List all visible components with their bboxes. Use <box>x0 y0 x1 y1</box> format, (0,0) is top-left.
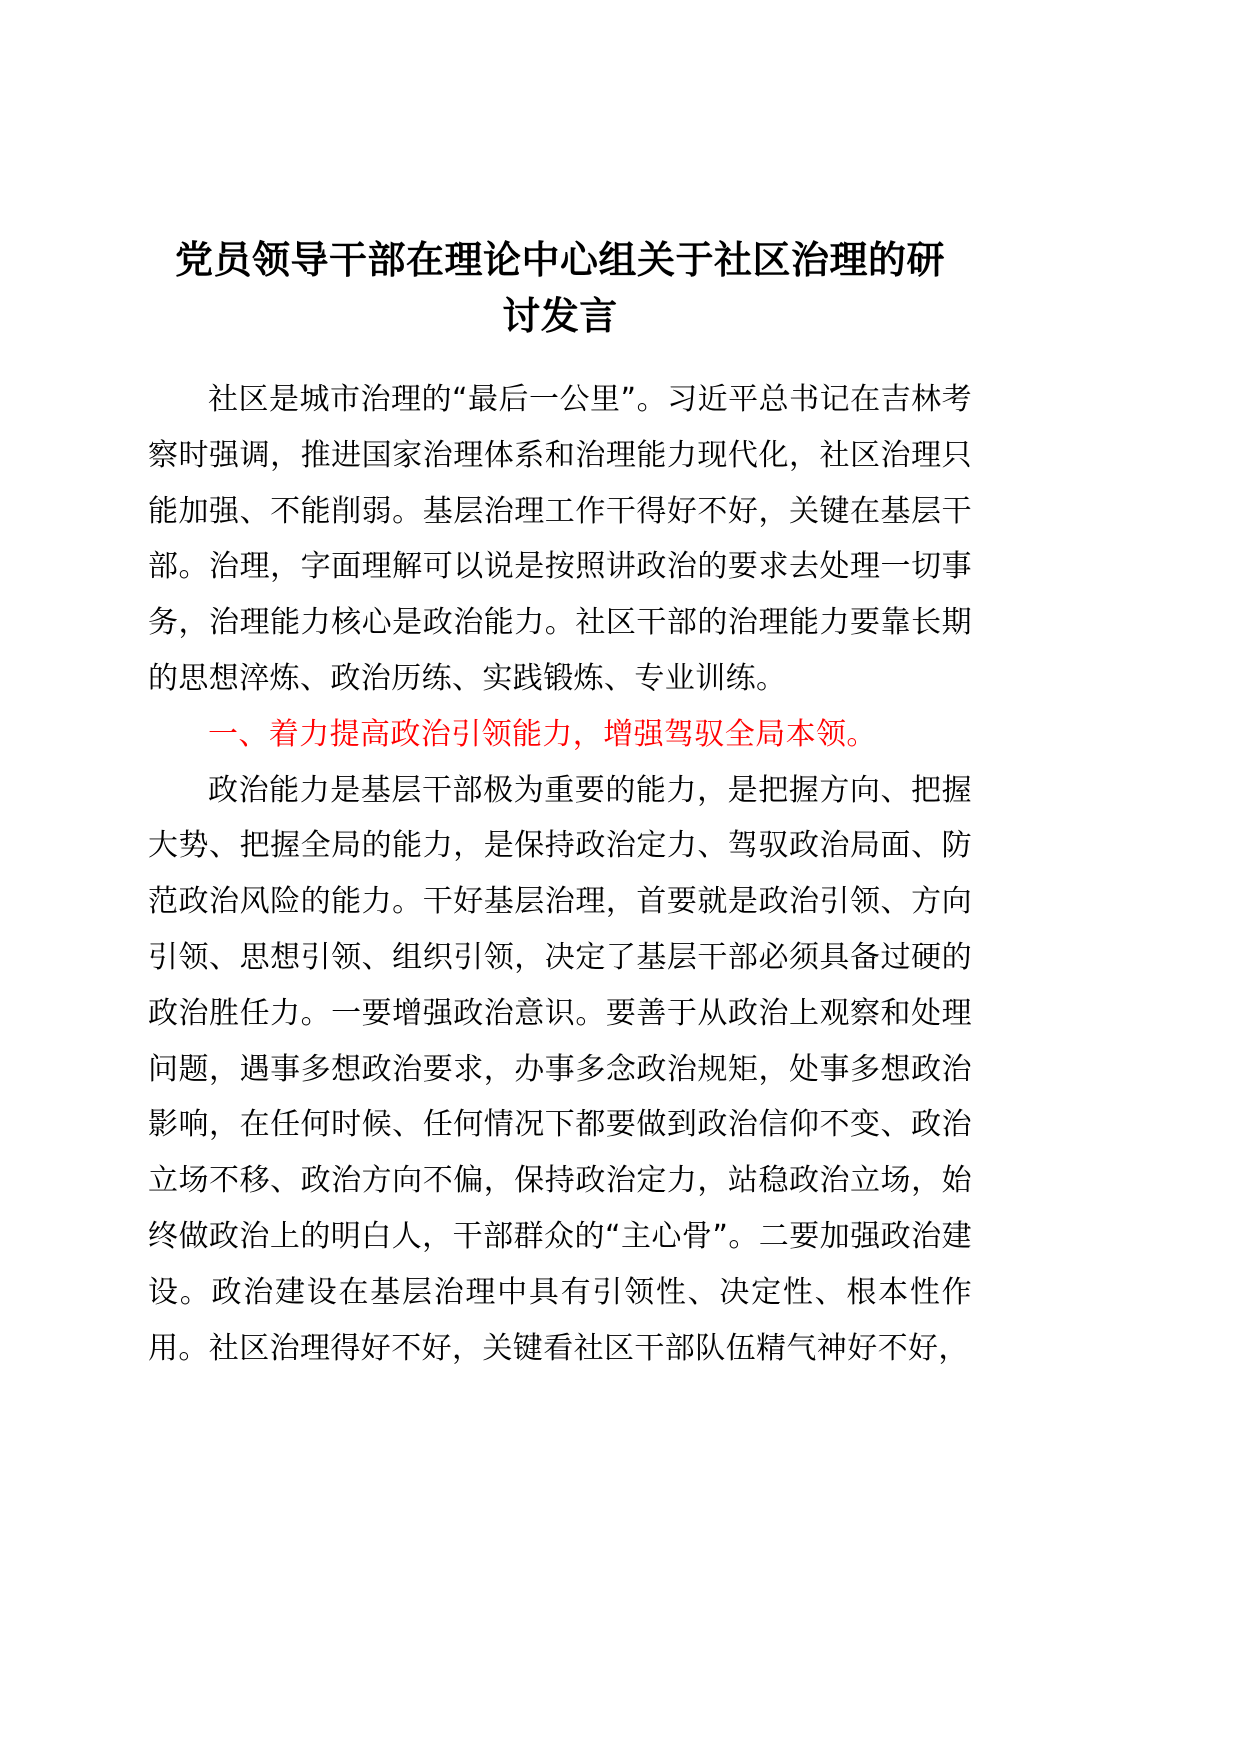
document-title-line-2: 讨发言 <box>502 294 618 338</box>
section-heading-1: 一、着力提高政治引领能力，增强驾驭全局本领。 <box>208 716 877 752</box>
intro-paragraph: 社区是城市治理的“最后一公里”。习近平总书记在吉林考察时强调，推进国家治理体系和治理能力现代化，社区治理只能加强、不能削弱。基层治理工作干得好不好，关键在基层干部。治理，字面理解可以说是按照讲政治的要求去处理一切事务，治理能力核心是政治能力。社区干部的治理能力要靠长期的思想淬炼、政治历练、实践锻炼、专业训练。 <box>148 382 972 696</box>
document-title <box>148 232 972 344</box>
section-1-body-paragraph: 政治能力是基层干部极为重要的能力，是把握方向、把握大势、把握全局的能力，是保持政治定力、驾驭政治局面、防范政治风险的能力。干好基层治理，首要就是政治引领、方向引领、思想引领、组织引领，决定了基层干部必须具备过硬的政治胜任力。一要增强政治意识。要善于从政治上观察和处理问题，遇事多想政治要求，办事多念政治规矩，处事多想政治影响，在任何时候、任何情况下都要做到政治信仰不变、政治立场不移、政治方向不偏，保持政治定力，站稳政治立场，始终做政治上的明白人，干部群众的“主心骨”。二要加强政治建设。政治建设在基层治理中具有引领性、决定性、根本性作用。社区治理得好不好，关键看社区干部队伍精气神好不好， <box>148 772 972 1366</box>
document-page <box>148 232 972 1376</box>
document-title-line-1: 党员领导干部在理论中心组关于社区治理的研 <box>174 238 945 282</box>
